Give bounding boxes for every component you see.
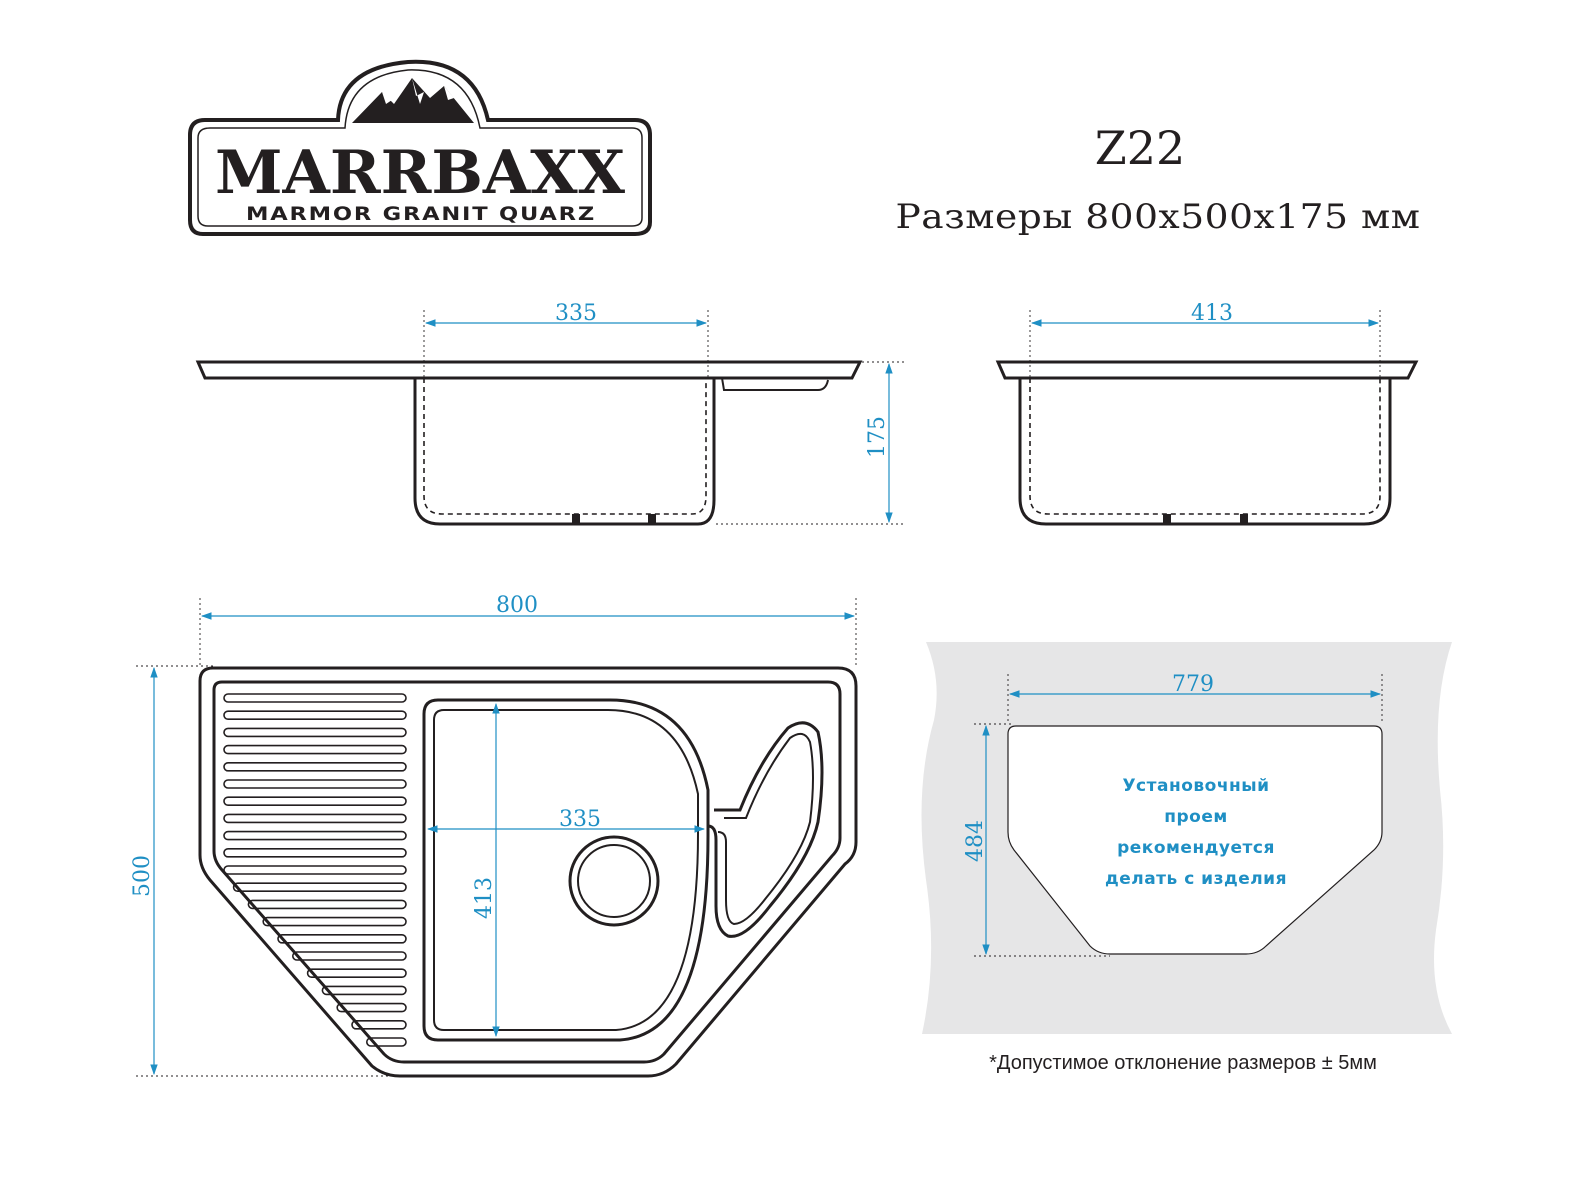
drainboard-rib [224, 746, 406, 754]
drainboard-ribs [224, 694, 406, 1046]
dimension-label: 800 [496, 593, 538, 618]
dimension-label: 175 [865, 416, 890, 458]
cutout-note-line: проем [1164, 807, 1228, 827]
brand-tagline: MARMOR GRANIT QUARZ [246, 203, 596, 225]
drainboard-rib [293, 952, 406, 960]
drainboard-rib [224, 866, 406, 874]
brand-logo [190, 62, 650, 234]
tolerance-footnote: *Допустимое отклонение размеров ± 5мм [989, 1052, 1377, 1074]
dimension-label: 335 [559, 807, 601, 832]
drainboard-rib [322, 986, 406, 994]
drainboard-rib [224, 814, 406, 822]
drainboard-rib [224, 849, 406, 857]
dimension-label: 500 [130, 855, 155, 897]
cutout-note-line: делать с изделия [1104, 869, 1288, 889]
drainboard-rib [224, 694, 406, 702]
drainboard-rib [224, 728, 406, 736]
drainboard-rib [308, 969, 406, 977]
drainboard-rib [224, 780, 406, 788]
model-number: Z22 [1094, 121, 1186, 175]
dimension-label: 413 [1191, 301, 1233, 326]
drainboard-rib [224, 832, 406, 840]
drainboard-rib [224, 711, 406, 719]
drainboard-rib [263, 918, 406, 926]
drainboard-rib [248, 900, 406, 908]
brand-name: MARRBAXX [215, 138, 626, 208]
mountains-icon [352, 78, 474, 123]
top-view [130, 593, 856, 1076]
front-view [998, 301, 1416, 524]
overall-sizes: Размеры 800x500x175 мм [895, 197, 1421, 237]
drainboard-rib [224, 797, 406, 805]
dimension-label: 779 [1172, 672, 1214, 697]
drainboard-rib [224, 763, 406, 771]
dimension-label: 484 [963, 820, 988, 862]
dimension-label: 335 [555, 301, 597, 326]
drainboard-rib [234, 883, 406, 891]
cutout-note-line: рекомендуется [1117, 838, 1275, 858]
side-view [198, 301, 905, 524]
drainboard-rib [278, 935, 406, 943]
cutout-template [922, 642, 1453, 1034]
dimension-label: 413 [472, 877, 497, 919]
cutout-note-line: Установочный [1122, 776, 1270, 796]
